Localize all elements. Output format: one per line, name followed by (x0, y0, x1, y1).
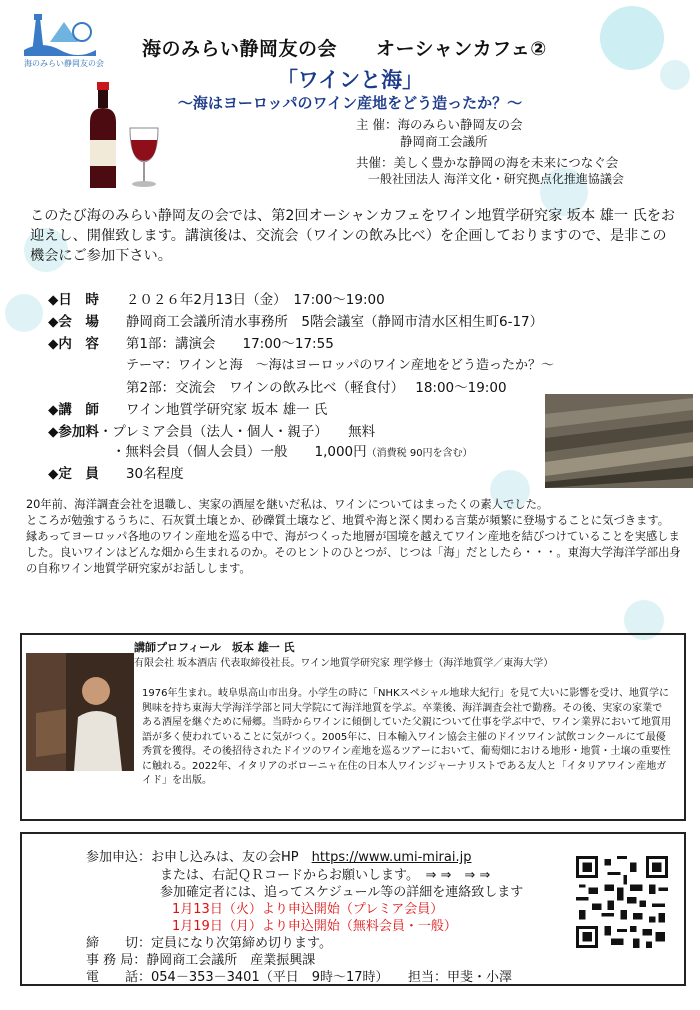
office-value: 静岡商工会議所 産業振興課 (146, 953, 316, 968)
event-series-title: 海のみらい静岡友の会 オーシャンカフェ② (142, 38, 547, 60)
host-2: 静岡商工会議所 (400, 134, 488, 149)
profile-affiliation: 有限会社 坂本酒店 代表取締役社長。ワイン地質学研究家 理学修士（海洋地質学／東海大学） (134, 658, 554, 669)
story-paragraph: 20年前、海洋調査会社を退職し、実家の酒屋を継いだ私は、ワインについてはまったくの素人でした。 (26, 498, 549, 511)
venue-label: ◆会 場 (48, 314, 99, 330)
wine-bottle-glass-illustration (80, 82, 170, 192)
apply-line1: お申し込みは、友の会HP (151, 850, 312, 865)
profile-heading: 講師プロフィール 坂本 雄一 氏 (134, 641, 295, 654)
lecturer-value: ワイン地質学研究家 坂本 雄一 氏 (125, 402, 328, 418)
story-text (26, 497, 686, 577)
decor-bubble (5, 294, 43, 332)
host-label: 主 催： (356, 117, 398, 132)
detail-date (48, 288, 385, 308)
apply-label: 参加申込： (86, 850, 152, 865)
organizers (356, 116, 686, 188)
content-label: ◆内 容 (48, 336, 99, 352)
qr-code[interactable] (576, 856, 668, 948)
lecturer-photo (26, 653, 134, 771)
fee-2-note: （消費税 90円を含む） (366, 448, 473, 459)
logo-text: 海のみらい静岡友の会 (24, 59, 104, 68)
fee-label: ◆参加料 (48, 424, 99, 440)
logo-lighthouse-icon (24, 10, 96, 56)
story-paragraph: 縁あってヨーロッパ各地のワイン産地を巡る中で、海がつくった地層が国境を越えてワイン産地を結びつけていることを実感しました。良いワインはどんな畑から生まれるのか。そのヒントのひとつが、じつは「海」だとしたら・・・。東海大学海洋学部出身の自称ワイン地質学研究家がお話しします。 (26, 530, 681, 575)
tel-row (86, 966, 512, 985)
cohost-1: 美しく豊かな静岡の海を未来につなぐ会 (393, 155, 619, 170)
office-label: 事 務 局： (86, 953, 147, 968)
profile-bio: 1976年生まれ。岐阜県高山市出身。小学生の時に「NHKスペシャル地球大紀行」を見て大いに影響を受け、地質学に興味を持ち東海大学海洋学部と同大学院にて海洋地質を学ぶ。卒業後、海洋調査会社で勤務。その後、実家の家業である酒屋を継ぐために帰郷。当時からワインに傾倒していた父親について仕事を学ぶ中で、ワイン業界において地質用語が多く使われていることに気がつく。2005年に、日本輸入ワイン協会主催のドイツワイン試飲コンクールにて最優秀賞を獲得。その後招待されたドイツのワイン産地を巡るツアーにおいて、葡萄畑における地形・地質・土壌の重要性に触れる。2022年、イタリアのボローニャ在住の日本人ワインジャーナリストである友人と「イタリアワイン産地ガイド」を出版。 (142, 688, 671, 786)
apply-line2: または、右記ＱＲコードからお願いします。 ⇒ ⇒ ⇒ ⇒ (160, 868, 491, 883)
detail-capacity (48, 462, 184, 482)
part1-value: 第1部：講演会 17:00～17:55 (125, 336, 334, 352)
tel-value: 054－353－3401（平日 9時～17時） 担当：甲斐・小澤 (151, 970, 513, 985)
apply-start-premium: 1月13日（火）より申込開始（プレミア会員） (172, 902, 444, 917)
decor-bubble (600, 6, 664, 70)
capacity-value: 30名程度 (125, 466, 184, 482)
venue-value: 静岡商工会議所清水事務所 5階会議室（静岡市清水区相生町6-17） (125, 314, 544, 330)
date-value: ２０２６年2月13日（金） 17:00～19:00 (125, 292, 385, 308)
fee-1: ・プレミア会員（法人・個人・親子） 無料 (98, 424, 376, 440)
apply-row (86, 846, 471, 865)
cohost-2: 一般社団法人 海洋文化・研究拠点化推進協議会 (368, 172, 624, 186)
host-1: 海のみらい静岡友の会 (397, 117, 523, 132)
capacity-label: ◆定 員 (48, 466, 99, 482)
apply-line3: 参加確定者には、追ってスケジュール等の詳細を連絡致します (160, 885, 524, 900)
logo (18, 10, 128, 70)
fee-2: ・無料会員（個人会員）一般 1,000円 (112, 444, 367, 460)
cohost-label: 共催： (356, 155, 394, 170)
theme-value: テーマ：ワインと海 ～海はヨーロッパのワイン産地をどう造ったか？～ (126, 358, 554, 373)
event-subtitle: ～海はヨーロッパのワイン産地をどう造ったか？～ (177, 94, 523, 112)
lecturer-profile-box (20, 633, 686, 821)
detail-lecturer (48, 398, 327, 418)
apply-url-link[interactable]: https://www.umi-mirai.jp (311, 850, 472, 865)
detail-venue (48, 310, 543, 330)
fee-2-row (112, 440, 473, 460)
part2-value: 第2部：交流会 ワインの飲み比べ（軽食付） 18:00～19:00 (126, 380, 507, 396)
event-title: 「ワインと海」 (276, 68, 424, 92)
detail-fee (48, 420, 375, 440)
intro-paragraph: このたび海のみらい静岡友の会では、第2回オーシャンカフェをワイン地質学研究家 坂本 雄一 氏をお迎えし、開催致します。講演後は、交流会（ワインの飲み比べ）を企画しておりますので、是非この機会にご参加下さい。 (30, 208, 676, 264)
apply-start-free: 1月19日（月）より申込開始（無料会員・一般） (172, 919, 457, 934)
story-paragraph: ところが勉強するうちに、石灰質土壌とか、砂礫質土壌など、地質や海と深く関わる言葉が頻繁に登場することに気づきます。 (26, 514, 670, 527)
lecturer-label: ◆講 師 (48, 402, 99, 418)
date-label: ◆日 時 (48, 292, 99, 308)
tel-label: 電 話： (86, 970, 152, 985)
detail-content (48, 332, 334, 352)
rock-strata-photo (545, 394, 693, 488)
deadline-value: 定員になり次第締め切ります。 (151, 936, 332, 951)
deadline-label: 締 切： (86, 936, 152, 951)
